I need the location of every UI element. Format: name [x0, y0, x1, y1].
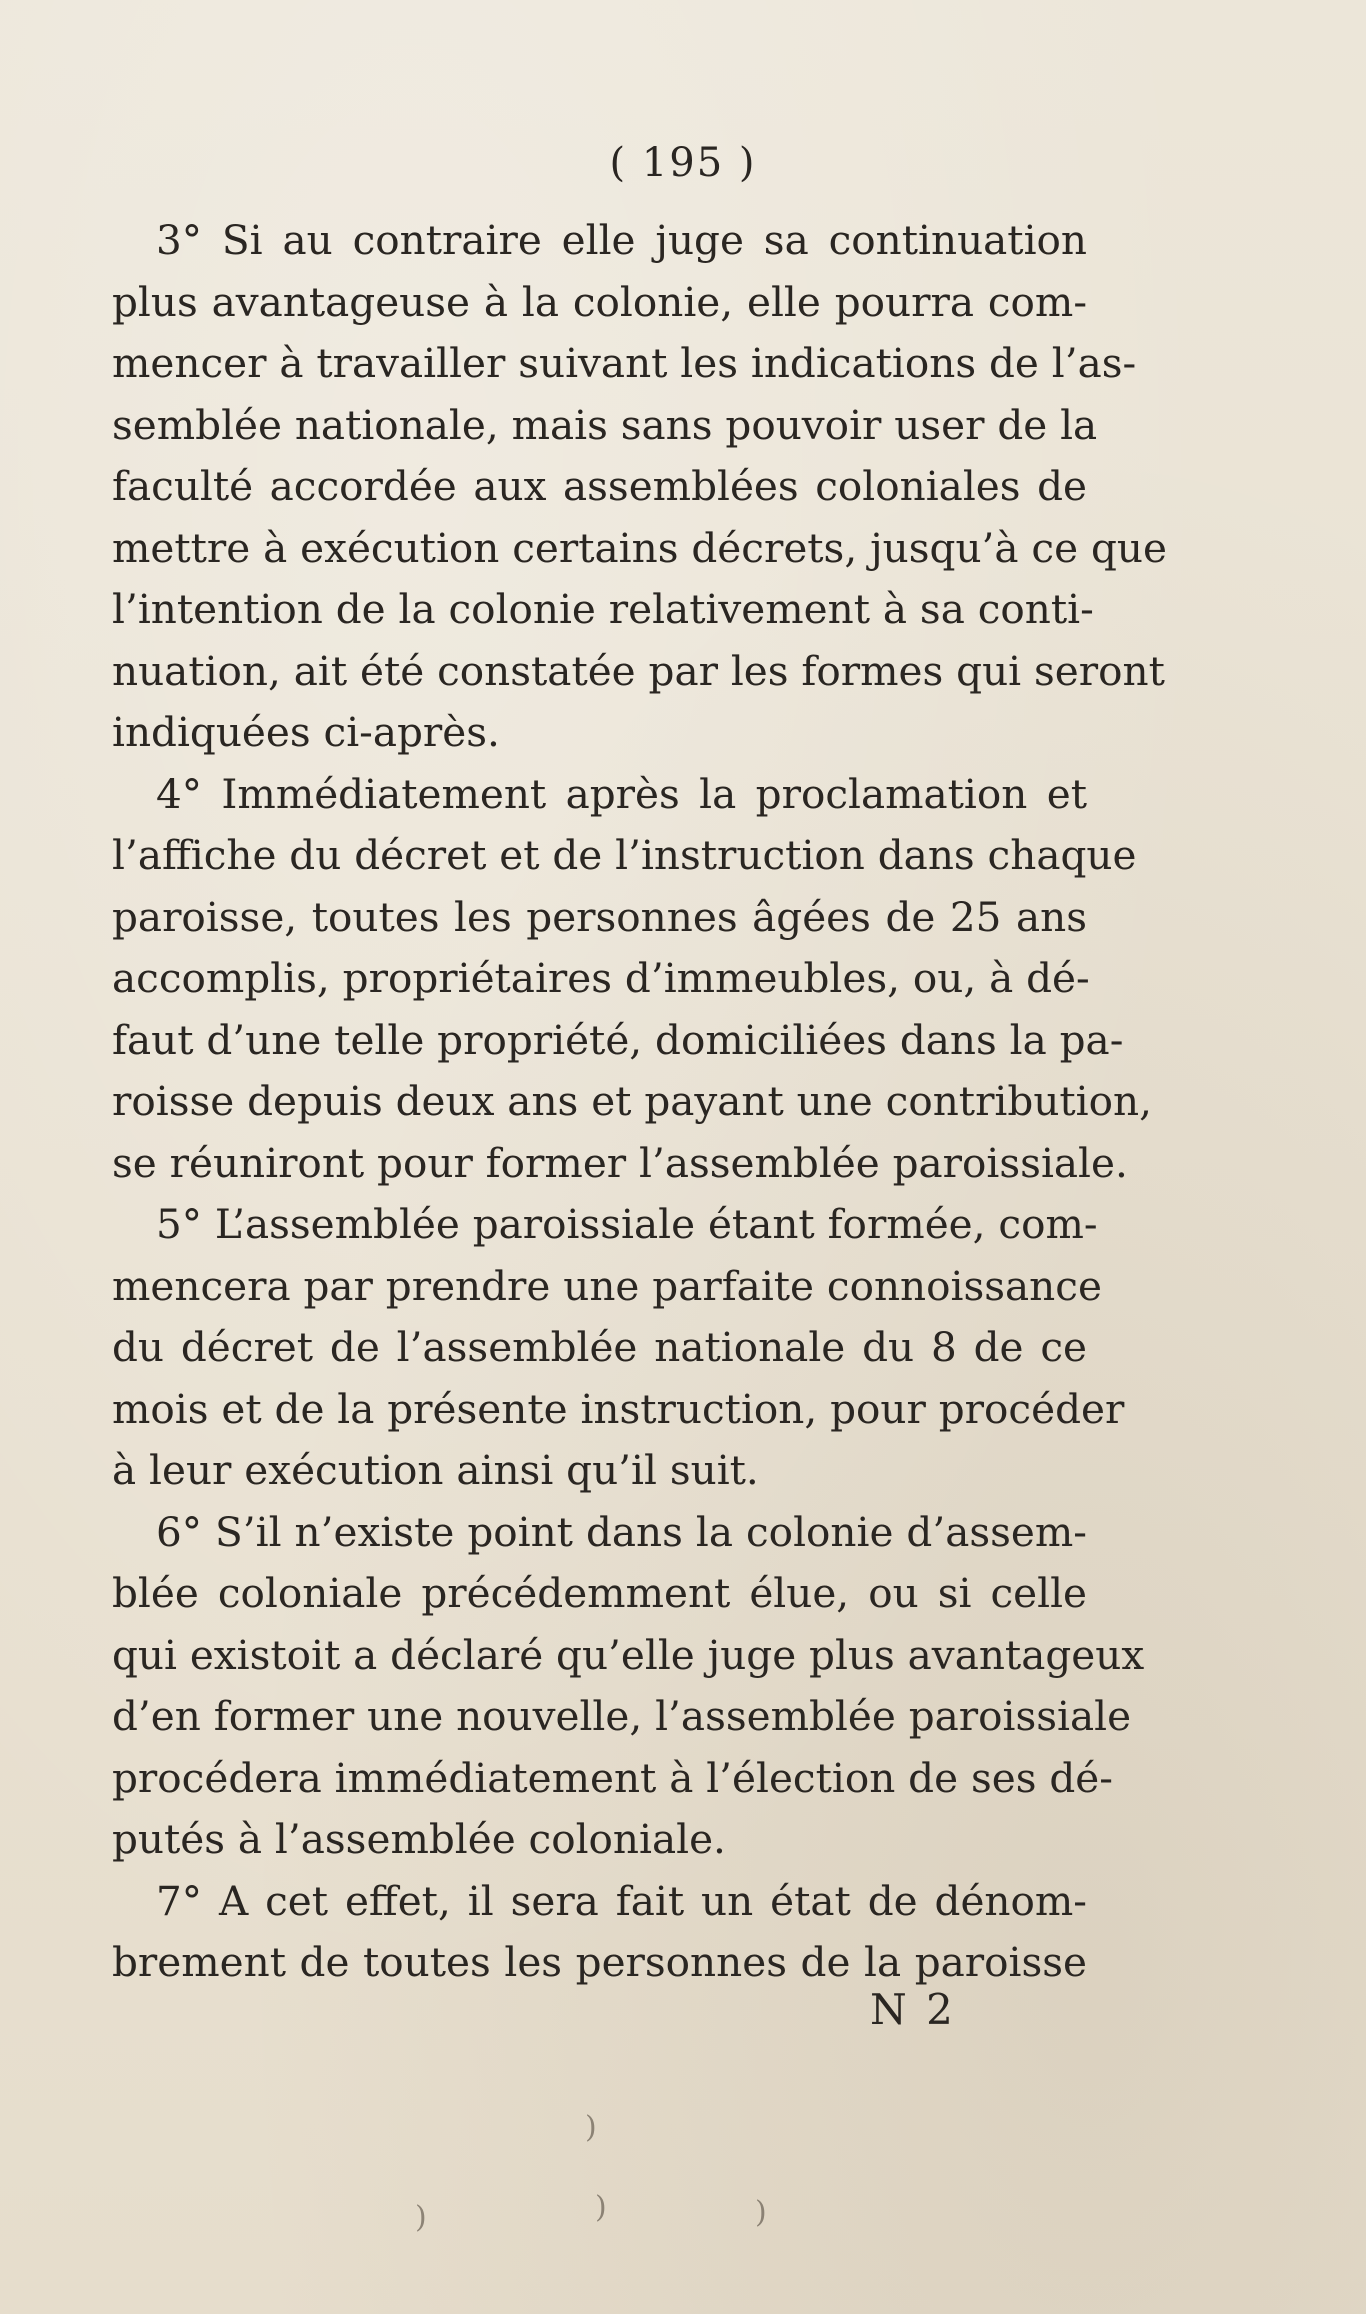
text-line: semblée nationale, mais sans pouvoir user de la	[112, 400, 1098, 449]
text-line: accomplis, propriétaires d’immeubles, ou, à dé-	[112, 954, 1090, 1002]
text-line: procédera immédiatement à l’élection de ses dé-	[112, 1753, 1113, 1802]
text-line: d’en former une nouvelle, l’assemblée paroissiale	[112, 1692, 1132, 1740]
text-line: faculté accordée aux assemblées coloniales de	[112, 462, 1087, 510]
signature-mark: N 2	[870, 1985, 956, 2034]
text-line: 4° Immédiatement après la proclamation et	[156, 769, 1087, 818]
text-line: indiquées ci-après.	[112, 708, 500, 756]
text-line: brement de toutes les personnes de la paroisse	[112, 1938, 1087, 1986]
text-line: se réuniront pour former l’assemblée paroissiale.	[112, 1138, 1128, 1187]
text-line: qui existoit a déclaré qu’elle juge plus avantageux	[112, 1630, 1145, 1679]
text-line: 7° A cet effet, il sera fait un état de dénom-	[156, 1876, 1087, 1925]
show-through-mark: )	[415, 2200, 427, 2235]
text-line: blée coloniale précédemment élue, ou si celle	[112, 1569, 1087, 1617]
text-line: mencer à travailler suivant les indications de l’as-	[112, 339, 1137, 387]
text-line: roisse depuis deux ans et payant une contribution,	[112, 1077, 1152, 1125]
text-line: 6° S’il n’existe point dans la colonie d’assem-	[156, 1507, 1087, 1556]
text-line: l’affiche du décret et de l’instruction dans chaque	[112, 831, 1137, 879]
text-line: paroisse, toutes les personnes âgées de 25 ans	[112, 892, 1087, 941]
text-line: mettre à exécution certains décrets, jusqu’à ce que	[112, 523, 1167, 572]
text-line: 5° L’assemblée paroissiale étant formée, com-	[156, 1200, 1098, 1248]
page-number: ( 195 )	[609, 140, 757, 186]
text-line: l’intention de la colonie relativement à sa conti-	[112, 585, 1094, 633]
show-through-mark: )	[585, 2110, 597, 2145]
text-line: mencera par prendre une parfaite connoissance	[112, 1261, 1102, 1310]
text-line: du décret de l’assemblée nationale du 8 de ce	[112, 1323, 1087, 1371]
text-line: plus avantageuse à la colonie, elle pourra com-	[112, 277, 1087, 326]
show-through-mark: )	[595, 2190, 607, 2225]
text-line: nuation, ait été constatée par les formes qui seront	[112, 646, 1165, 695]
text-line: à leur exécution ainsi qu’il suit.	[112, 1446, 759, 1494]
body-text	[112, 210, 1167, 1994]
text-line: faut d’une telle propriété, domiciliées dans la pa-	[112, 1015, 1124, 1064]
text-line: 3° Si au contraire elle juge sa continuation	[156, 216, 1087, 264]
text-line: mois et de la présente instruction, pour procéder	[112, 1384, 1125, 1433]
text-line: putés à l’assemblée coloniale.	[112, 1815, 726, 1863]
show-through-mark: )	[755, 2195, 767, 2230]
